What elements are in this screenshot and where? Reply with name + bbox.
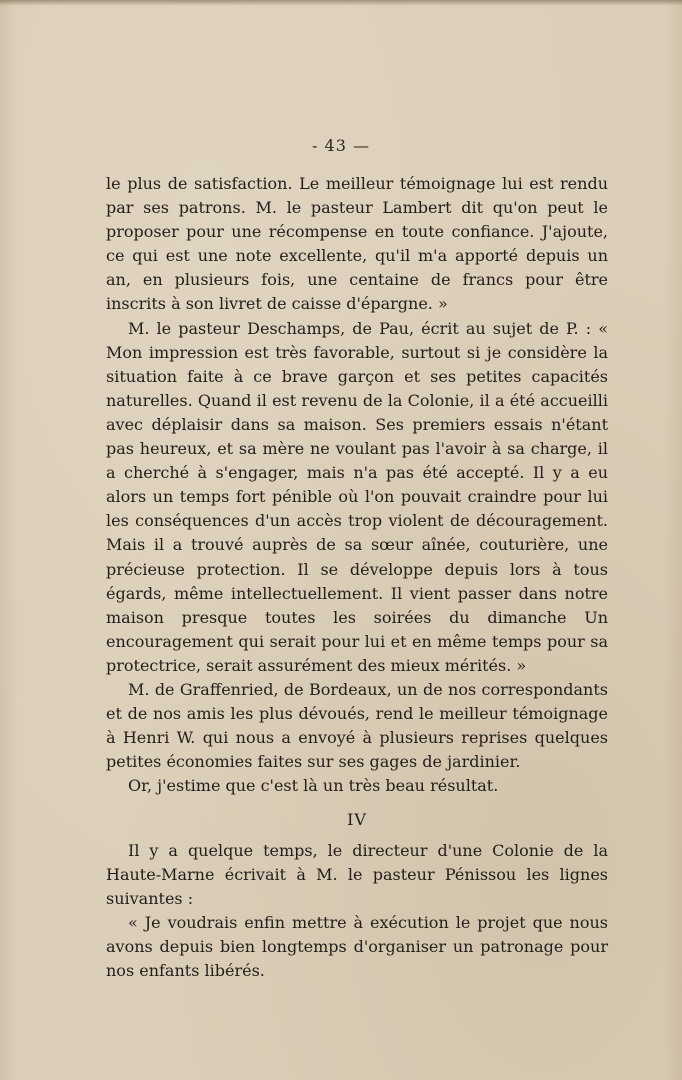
- paragraph-1: le plus de satisfaction. Le meilleur témoignage lui est rendu par ses patrons. M. le pasteur Lambert dit qu'on peut le proposer pour une récompense en toute confiance. J'ajoute, ce qui est une note excellente, qu'il m'a apporté depuis un an, en plusieurs fois, une centaine de francs pour être inscrits à son livret de caisse d'épargne. »: [106, 174, 608, 314]
- page-number: - 43 —: [312, 136, 370, 155]
- page-top-edge: [0, 0, 682, 6]
- paragraph-3: M. de Graffenried, de Bordeaux, un de nos correspondants et de nos amis les plus dévoués, rend le meilleur témoignage à Henri W. qui nous a envoyé à plusieurs reprises quelques petites économies faites sur ses gages de jardinier.: [106, 679, 608, 772]
- section-paragraph-1: Il y a quelque temps, le directeur d'une Colonie de la Haute-Marne écrivait à M. le pasteur Pénissou les lignes suivantes :: [106, 840, 608, 908]
- section-heading: IV: [347, 810, 367, 830]
- body-text: [106, 172, 608, 983]
- paragraph-2: M. le pasteur Deschamps, de Pau, écrit au sujet de P. : « Mon impression est très favorable, surtout si je considère la situation faite à ce brave garçon et ses petites capacités naturelles. Quand il est revenu de la Colonie, il a été accueilli avec déplaisir dans sa maison. Ses premiers essais n'étant pas heureux, et sa mère ne voulant pas l'avoir à sa charge, il a cherché à s'engager, mais n'a pas été accepté. Il y a eu alors un temps fort pénible où l'on pouvait craindre pour lui les conséquences d'un accès trop violent de découragement. Mais il a trouvé auprès de sa sœur aînée, couturière, une précieuse protection. Il se développe depuis lors à tous égards, même intellectuellement. Il vient passer dans notre maison presque toutes les soirées du dimanche Un encouragement qui serait pour lui et en même temps pour sa protectrice, serait assurément des mieux mérités. »: [106, 318, 608, 675]
- paragraph-4: Or, j'estime que c'est là un très beau résultat.: [128, 776, 499, 796]
- section-paragraph-2: « Je voudrais enfin mettre à exécution le projet que nous avons depuis bien longtemps d'organiser un patronage pour nos enfants libérés.: [106, 912, 608, 980]
